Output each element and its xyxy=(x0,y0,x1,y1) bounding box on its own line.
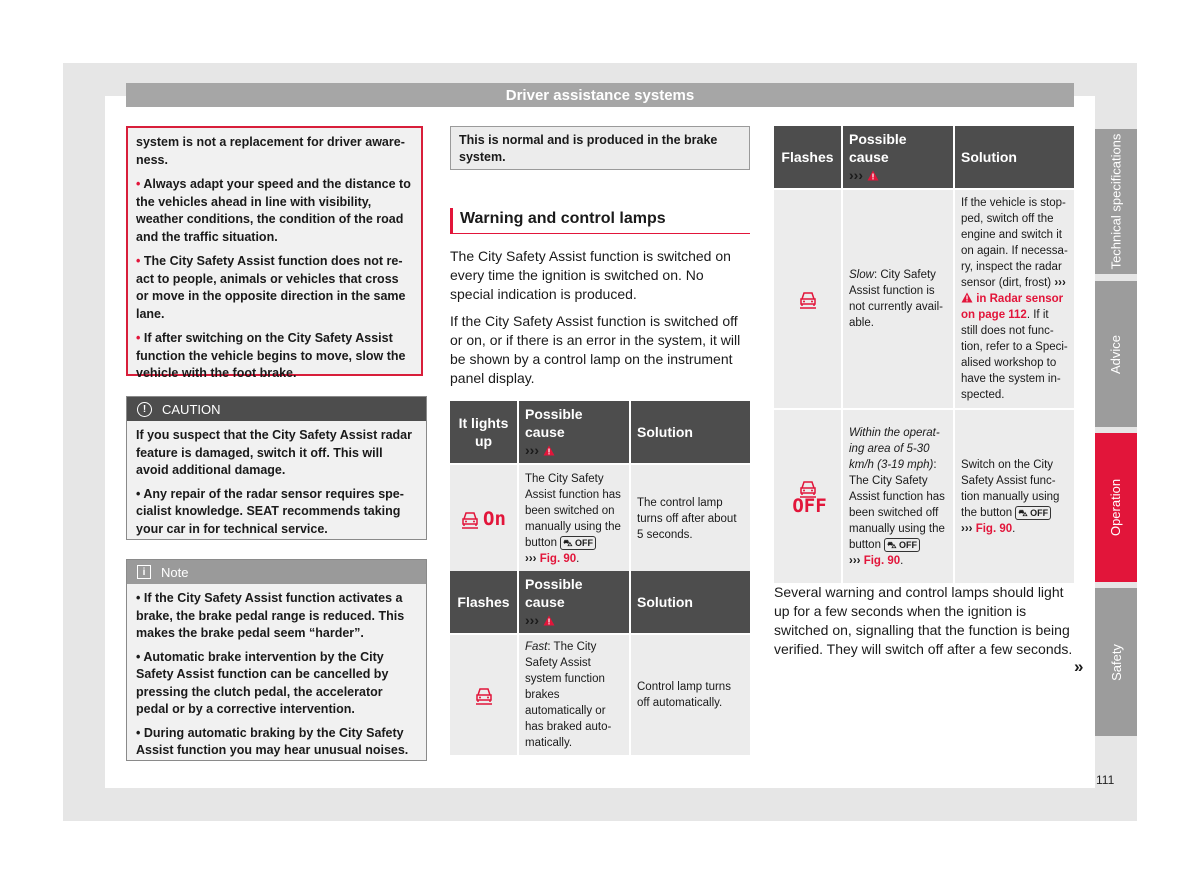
closing-paragraph: Several warning and control lamps should light up for a few seconds when the ignition is switched on, signalling that the function is being verified. They will switch off after a few seconds. xyxy=(774,584,1073,657)
tab-label: Technical specifications xyxy=(1108,133,1124,270)
tab-advice[interactable] xyxy=(1095,281,1137,427)
col-header-state: Flashes xyxy=(450,571,517,633)
col-header-solution: Solution xyxy=(631,571,750,633)
lamp-cell xyxy=(774,410,841,583)
solution-cell: The control lamp turns off after about 5 seconds. xyxy=(631,465,750,573)
col-header-cause: Possible cause ››› xyxy=(843,126,953,188)
lamp-table-flashes-right xyxy=(772,124,1076,585)
tab-technical-specifications[interactable] xyxy=(1095,129,1137,274)
tab-label: Safety xyxy=(1108,643,1124,681)
brake-info-box: This is normal and is produced in the brake system. xyxy=(450,126,750,170)
lamp-on-text: On xyxy=(483,508,506,530)
radar-sensor-link[interactable]: in Radar sensor on page 112 xyxy=(961,293,1064,321)
lamp-off-text: OFF xyxy=(792,494,827,517)
cause-cell: Within the operating area of 5-30 km/h (3-19 mph): The City Safety Assist function has been switched off manually using the button ⛍ OFF ››› Fig. 90. xyxy=(843,410,953,583)
section-paragraph: The City Safety Assist function is switched on every time the ignition is switched on. No special indication is produced. xyxy=(450,248,731,302)
caution-paragraph: • Any repair of the radar sensor requires specialist knowledge. SEAT recommends taking your car in for technical service. xyxy=(136,486,404,536)
cause-cell: Fast: The City Safety Assist system function brakes automatically or has braked automatically. xyxy=(519,635,629,755)
section-title: Warning and control lamps xyxy=(450,208,750,234)
warning-triangle-icon xyxy=(543,615,555,626)
lamp-table-flashes xyxy=(448,569,752,757)
warning-bullet: • If after switching on the City Safety Assist function the vehicle begins to move, slow the vehicle with the foot brake. xyxy=(136,331,406,380)
city-safety-lamp-icon xyxy=(461,510,479,529)
page-number: 111 xyxy=(1096,773,1115,787)
off-button-icon: ⛍ OFF xyxy=(884,538,920,552)
lamp-cell xyxy=(450,635,517,755)
chapter-header xyxy=(126,83,1074,107)
lamp-table-lights-up xyxy=(448,399,752,575)
caution-box xyxy=(126,396,427,540)
col-header-solution: Solution xyxy=(955,126,1074,188)
col-header-cause: Possible cause ››› xyxy=(519,571,629,633)
continue-marker: » xyxy=(1074,657,1084,676)
lamp-cell xyxy=(774,190,841,408)
chapter-title: Driver assistance systems xyxy=(505,86,695,104)
note-bullet: • During automatic braking by the City Safety Assist function you may hear unusual noises. xyxy=(136,725,409,757)
caution-paragraph: If you suspect that the City Safety Assist radar feature is damaged, switch it off. This will avoid additional damage. xyxy=(136,428,413,477)
note-header xyxy=(127,560,426,584)
note-bullet: • If the City Safety Assist function activates a brake, the brake pedal range is reduced. This makes the brake pedal seem “harder”. xyxy=(136,591,405,640)
off-button-icon: ⛍ OFF xyxy=(560,536,596,550)
warning-bullet: • Always adapt your speed and the distance to the vehicles ahead in line with visibility, weather conditions, the condition of the road and the traffic situation. xyxy=(136,177,411,244)
warning-triangle-icon xyxy=(961,292,973,303)
exclamation-circle-icon: ! xyxy=(137,402,152,417)
solution-cell: Control lamp turns off automatically. xyxy=(631,635,750,755)
warning-triangle-icon xyxy=(867,170,879,181)
solution-cell: If the vehicle is stopped, switch off the engine and switch it on again. If necessary, inspect the radar sensor (dirt, frost) ››› in Radar sensor on page 112. If it still does not function, refer to a Specialised workshop to have the system inspected. xyxy=(955,190,1074,408)
city-safety-lamp-icon xyxy=(799,290,817,309)
note-bullet: • Automatic brake intervention by the City Safety Assist function can be cancelled by pressing the clutch pedal, the accelerator pedal or by a corrective intervention. xyxy=(136,649,389,716)
cause-cell: The City Safety Assist function has been switched on manually using the button ⛍ OFF ››› Fig. 90. xyxy=(519,465,629,573)
col-header-state: Flashes xyxy=(774,126,841,188)
col-header-solution: Solution xyxy=(631,401,750,463)
off-button-icon: ⛍ OFF xyxy=(1015,506,1051,520)
warning-box xyxy=(126,126,423,380)
solution-cell: Switch on the City Safety Assist function manually using the button ⛍ OFF ››› Fig. 90. xyxy=(955,410,1074,583)
warning-bullet: • The City Safety Assist function does not react to people, animals or vehicles that cross or move in the opposite direction in the same lane. xyxy=(136,254,406,321)
caution-header xyxy=(127,397,426,421)
caution-title: CAUTION xyxy=(162,401,221,417)
col-header-cause: Possible cause ››› xyxy=(519,401,629,463)
cause-cell: Slow: City Safety Assist function is not currently available. xyxy=(843,190,953,408)
tab-label: Operation xyxy=(1108,478,1124,537)
warning-intro: system is not a replacement for driver awareness. xyxy=(136,135,405,167)
info-icon: i xyxy=(137,565,151,579)
col-header-state: It lights up xyxy=(450,401,517,463)
note-box xyxy=(126,559,427,761)
tab-operation[interactable] xyxy=(1095,433,1137,582)
section-paragraph: If the City Safety Assist function is switched off or on, or if there is an error in the system, it will be shown by a control lamp on the instrument panel display. xyxy=(450,313,741,386)
city-safety-lamp-icon xyxy=(475,686,493,705)
fig-90-link[interactable]: Fig. 90 xyxy=(975,522,1013,535)
warning-triangle-icon xyxy=(543,445,555,456)
lamp-cell xyxy=(450,465,517,573)
tab-label: Advice xyxy=(1108,334,1124,374)
note-title: Note xyxy=(161,564,189,580)
tab-safety[interactable] xyxy=(1095,588,1137,736)
